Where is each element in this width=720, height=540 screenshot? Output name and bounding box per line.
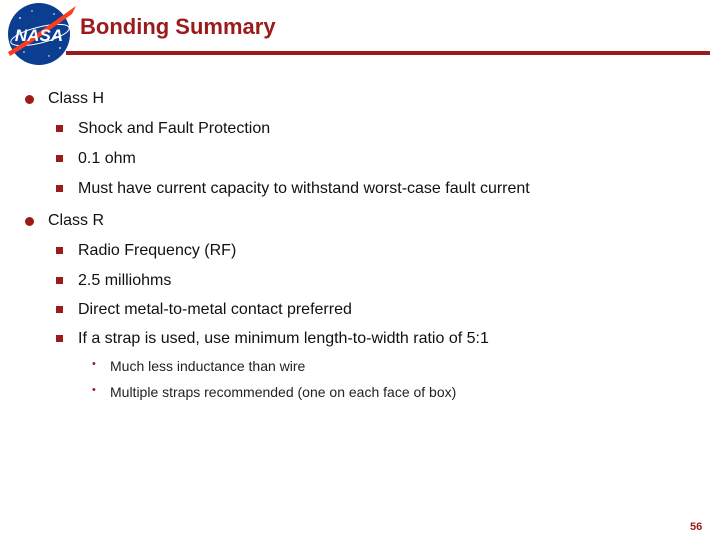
sub-bullet-icon: • bbox=[92, 384, 96, 396]
class-r-item: If a strap is used, use minimum length-to-width ratio of 5:1 bbox=[78, 330, 489, 347]
page-title: Bonding Summary bbox=[80, 14, 276, 39]
bullet-square-icon bbox=[56, 125, 63, 132]
class-r-item: 2.5 milliohms bbox=[78, 272, 172, 289]
bullet-dot-icon bbox=[25, 95, 34, 104]
bullet-square-icon bbox=[56, 155, 63, 162]
bullet-square-icon bbox=[56, 247, 63, 254]
bullet-square-icon bbox=[56, 335, 63, 342]
class-r-item: Radio Frequency (RF) bbox=[78, 242, 237, 259]
bullet-square-icon bbox=[56, 185, 63, 192]
bullet-dot-icon bbox=[25, 217, 34, 226]
class-h-heading: Class H bbox=[48, 90, 105, 107]
class-h-item: Shock and Fault Protection bbox=[78, 120, 271, 137]
class-r-item: Direct metal-to-metal contact preferred bbox=[78, 301, 352, 318]
title-divider bbox=[66, 51, 710, 55]
logo-wordmark: NASA bbox=[14, 26, 64, 45]
bullet-square-icon bbox=[56, 306, 63, 313]
class-r-sub-item: Much less inductance than wire bbox=[110, 358, 306, 374]
bullet-square-icon bbox=[56, 277, 63, 284]
class-h-item: Must have current capacity to withstand worst-case fault current bbox=[78, 180, 530, 197]
class-h-item: 0.1 ohm bbox=[78, 150, 136, 167]
nasa-logo bbox=[2, 0, 78, 68]
sub-bullet-icon: • bbox=[92, 358, 96, 370]
class-r-sub-item: Multiple straps recommended (one on each face of box) bbox=[110, 384, 457, 400]
page-number: 56 bbox=[690, 521, 703, 533]
class-r-heading: Class R bbox=[48, 212, 105, 229]
